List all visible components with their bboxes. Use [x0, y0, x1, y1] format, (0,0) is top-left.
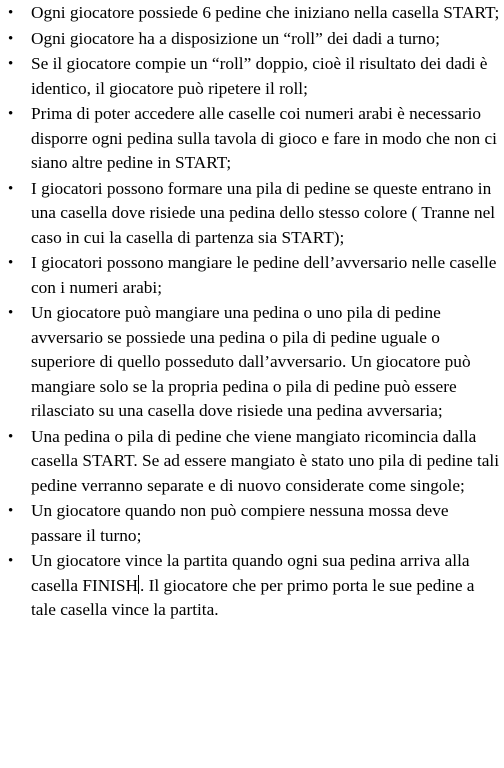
bullet-icon: • [8, 106, 14, 122]
bullet-icon: • [8, 428, 14, 445]
rule-text: Se il giocatore compie un “roll” doppio, cioè il risultato dei dadi è identico, il giocatore può ripetere il roll; [31, 54, 488, 98]
rules-list [0, 1, 504, 623]
bullet-icon: • [8, 5, 14, 21]
rule-text-last [31, 549, 500, 623]
bullet-icon: • [8, 180, 14, 197]
list-item [0, 499, 504, 548]
rule-text: Ogni giocatore possiede 6 pedine che iniziano nella casella START; [31, 3, 500, 22]
list-item [0, 102, 504, 176]
bullet-icon: • [8, 503, 14, 519]
list-item [0, 1, 504, 26]
rule-text-after-cursor: . Il giocatore che per primo porta le sue pedine a tale casella vince la partita. [31, 575, 475, 619]
rule-text: Ogni giocatore ha a disposizione un “roll” dei dadi a turno; [31, 28, 440, 48]
list-item [0, 301, 504, 424]
rule-text: Prima di poter accedere alle caselle coi numeri arabi è necessario disporre ogni pedina sulla tavola di gioco e fare in modo che non ci siano altre pedine in START; [31, 104, 497, 172]
list-item [0, 251, 504, 300]
rule-text: Una pedina o pila di pedine che viene mangiato ricomincia dalla casella START. Se ad essere mangiato è stato uno pila di pedine tali pedine verranno separate e di nuovo considerate come singole; [31, 426, 500, 495]
list-item [0, 425, 504, 499]
text-cursor [138, 575, 139, 594]
rule-text: Un giocatore quando non può compiere nessuna mossa deve passare il turno; [31, 501, 449, 545]
document-page[interactable] [0, 1, 504, 768]
bullet-icon: • [8, 30, 14, 47]
rule-text: I giocatori possono mangiare le pedine dell’avversario nelle caselle con i numeri arabi; [31, 253, 497, 297]
rule-text: I giocatori possono formare una pila di pedine se queste entrano in una casella dove risiede una pedina dello stesso colore ( Tranne nel caso in cui la casella di partenza sia START); [31, 178, 496, 247]
list-item [0, 549, 504, 623]
bullet-icon: • [8, 553, 14, 569]
bullet-icon: • [8, 255, 14, 271]
list-item [0, 177, 504, 251]
rule-text-before-cursor: Un giocatore vince la partita quando ogni sua pedina arriva alla casella FINISH [31, 551, 470, 595]
rule-text: Un giocatore può mangiare una pedina o uno pila di pedine avversario se possiede una pedina o pila di pedine uguale o superiore di quello posseduto dall’avversario. Un giocatore può mangiare solo se la propria pedina o pila di pedine può essere rilasciato su una casella dove risiede una pedina avversaria; [31, 303, 471, 420]
bullet-icon: • [8, 56, 14, 72]
bullet-icon: • [8, 305, 14, 321]
list-item [0, 27, 504, 52]
list-item [0, 52, 504, 101]
